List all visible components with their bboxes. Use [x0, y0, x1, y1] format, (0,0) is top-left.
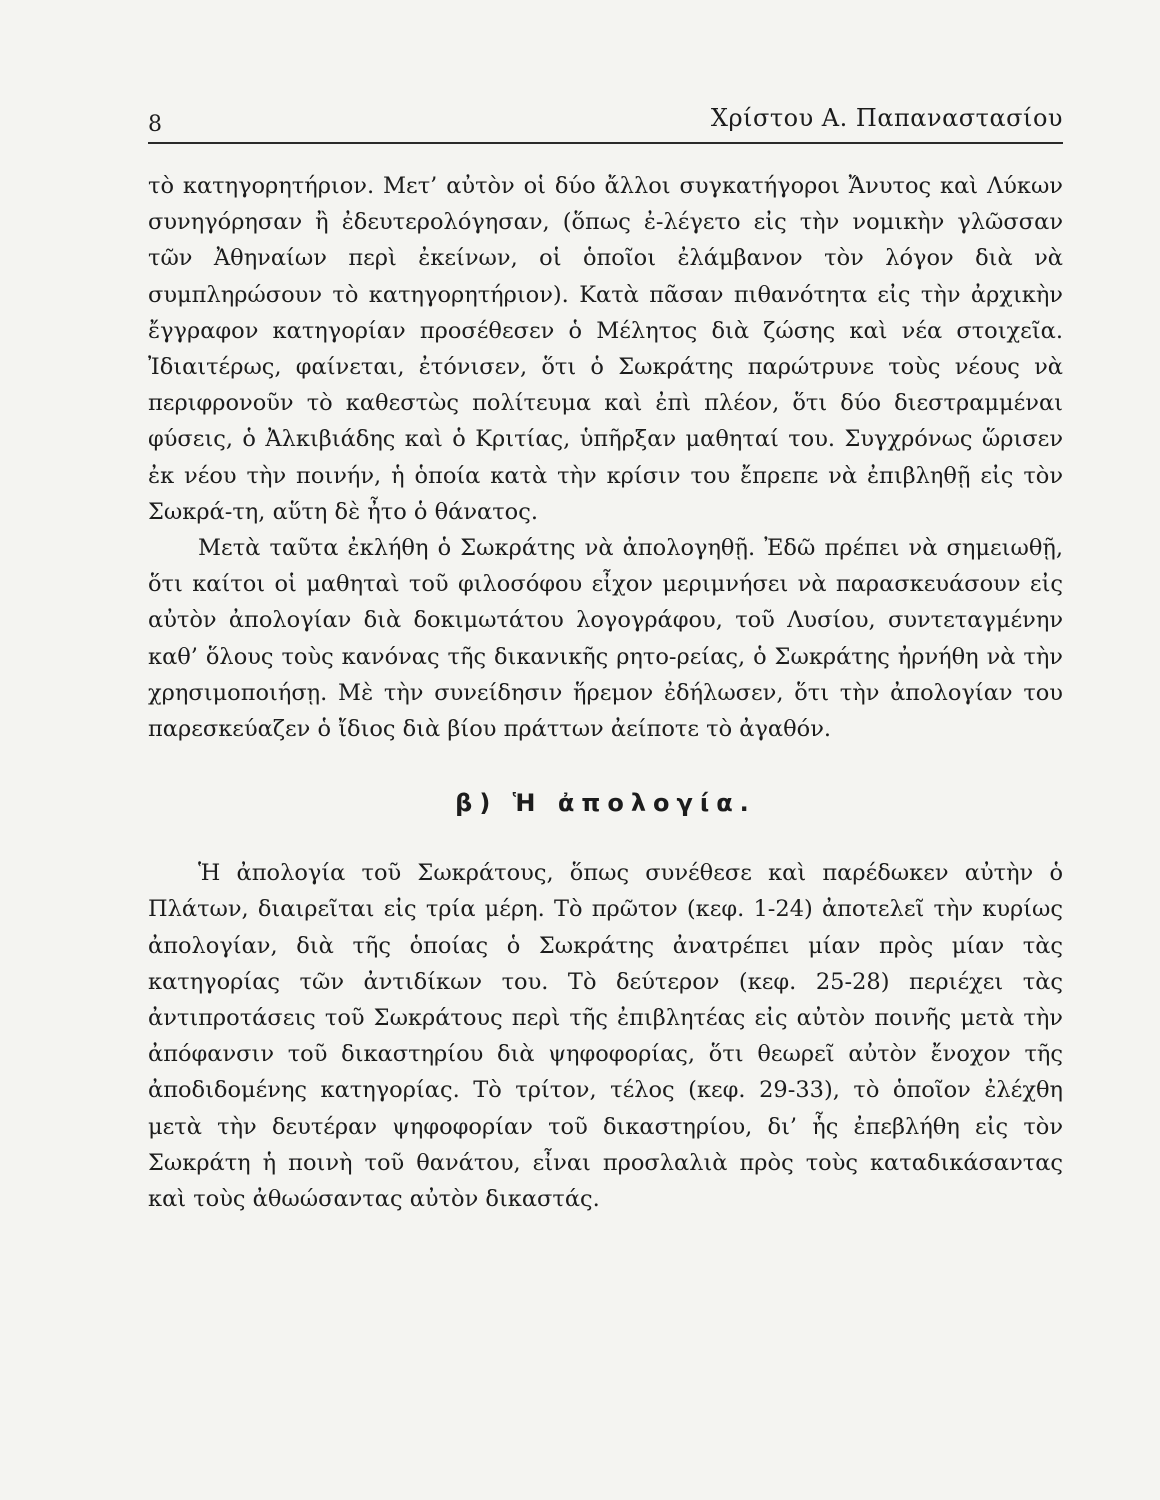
paragraph-defense-call: Μετὰ ταῦτα ἐκλήθη ὁ Σωκράτης νὰ ἀπολογηθῇ. Ἐδῶ πρέπει νὰ σημειωθῇ, ὅτι καίτοι οἱ μαθηταὶ τοῦ φιλοσόφου εἶχον μεριμνήσει νὰ παρασκευάσουν εἰς αὐτὸν ἀπολογίαν διὰ δοκιμωτάτου λογογράφου, τοῦ Λυσίου, συντεταγμένην καθ’ ὅλους τοὺς κανόνας τῆς δικανικῆς ρητο-ρείας, ὁ Σωκράτης ἠρνήθη νὰ τὴν χρησιμοποιήσῃ. Μὲ τὴν συνείδησιν ἥρεμον ἐδήλωσεν, ὅτι τὴν ἀπολογίαν του παρεσκεύαζεν ὁ ἴδιος διὰ βίου πράττων ἀείποτε τὸ ἀγαθόν. — [148, 535, 1063, 743]
paragraph-indictment: τὸ κατηγορητήριον. Μετ’ αὐτὸν οἱ δύο ἄλλοι συγκατήγοροι Ἄνυτος καὶ Λύκων συνηγόρησαν ἢ ἐδευτερολόγησαν, (ὅπως ἐ-λέγετο εἰς τὴν νομικὴν γλῶσσαν τῶν Ἀθηναίων περὶ ἐκείνων, οἱ ὁποῖοι ἐλάμβανον τὸν λόγον διὰ νὰ συμπληρώσουν τὸ κατηγορητήριον). Κατὰ πᾶσαν πιθανότητα εἰς τὴν ἀρχικὴν ἔγγραφον κατηγορίαν προσέθεσεν ὁ Μέλητος διὰ ζώσης καὶ νέα στοιχεῖα. Ἰδιαιτέρως, φαίνεται, ἐτόνισεν, ὅτι ὁ Σωκράτης παρώτρυνε τοὺς νέους νὰ περιφρονοῦν τὸ καθεστὼς πολίτευμα καὶ ἐπὶ πλέον, ὅτι δύο διεστραμμέναι φύσεις, ὁ Ἀλκιβιάδης καὶ ὁ Κριτίας, ὑπῆρξαν μαθηταί του. Συγχρόνως ὥρισεν ἐκ νέου τὴν ποινήν, ἡ ὁποία κατὰ τὴν κρίσιν του ἔπρεπε νὰ ἐπιβληθῇ εἰς τὸν Σωκρά-τη, αὕτη δὲ ἦτο ὁ θάνατος. — [148, 173, 1063, 525]
section-heading: β) Ἡ ἀπολογία. — [455, 789, 756, 818]
page-number: 8 — [148, 112, 162, 137]
paragraph-apology-structure: Ἡ ἀπολογία τοῦ Σωκράτους, ὅπως συνέθεσε καὶ παρέδωκεν αὐτὴν ὁ Πλάτων, διαιρεῖται εἰς τρία μέρη. Τὸ πρῶτον (κεφ. 1-24) ἀποτελεῖ τὴν κυρίως ἀπολογίαν, διὰ τῆς ὁποίας ὁ Σωκράτης ἀνατρέπει μίαν πρὸς μίαν τὰς κατηγορίας τῶν ἀντιδίκων του. Τὸ δεύτερον (κεφ. 25-28) περιέχει τὰς ἀντιπροτάσεις τοῦ Σωκράτους περὶ τῆς ἐπιβλητέας εἰς αὐτὸν ποινῆς μετὰ τὴν ἀπόφανσιν τοῦ δικαστηρίου διὰ ψηφοφορίας, ὅτι θεωρεῖ αὐτὸν ἔνοχον τῆς ἀποδιδομένης κατηγορίας. Τὸ τρίτον, τέλος (κεφ. 29-33), τὸ ὁποῖον ἐλέχθη μετὰ τὴν δευτέραν ψηφοφορίαν τοῦ δικαστηρίου, δι’ ἧς ἐπεβλήθη εἰς τὸν Σωκράτη ἡ ποινὴ τοῦ θανάτου, εἶναι προσλαλιὰ πρὸς τοὺς καταδικάσαντας καὶ τοὺς ἀθωώσαντας αὐτὸν δικαστάς. — [148, 860, 1063, 1213]
running-head: Χρίστου Α. Παπαναστασίου — [710, 104, 1063, 132]
page-header — [148, 100, 1063, 140]
body-text — [148, 168, 1063, 1217]
header-rule — [148, 142, 1063, 144]
